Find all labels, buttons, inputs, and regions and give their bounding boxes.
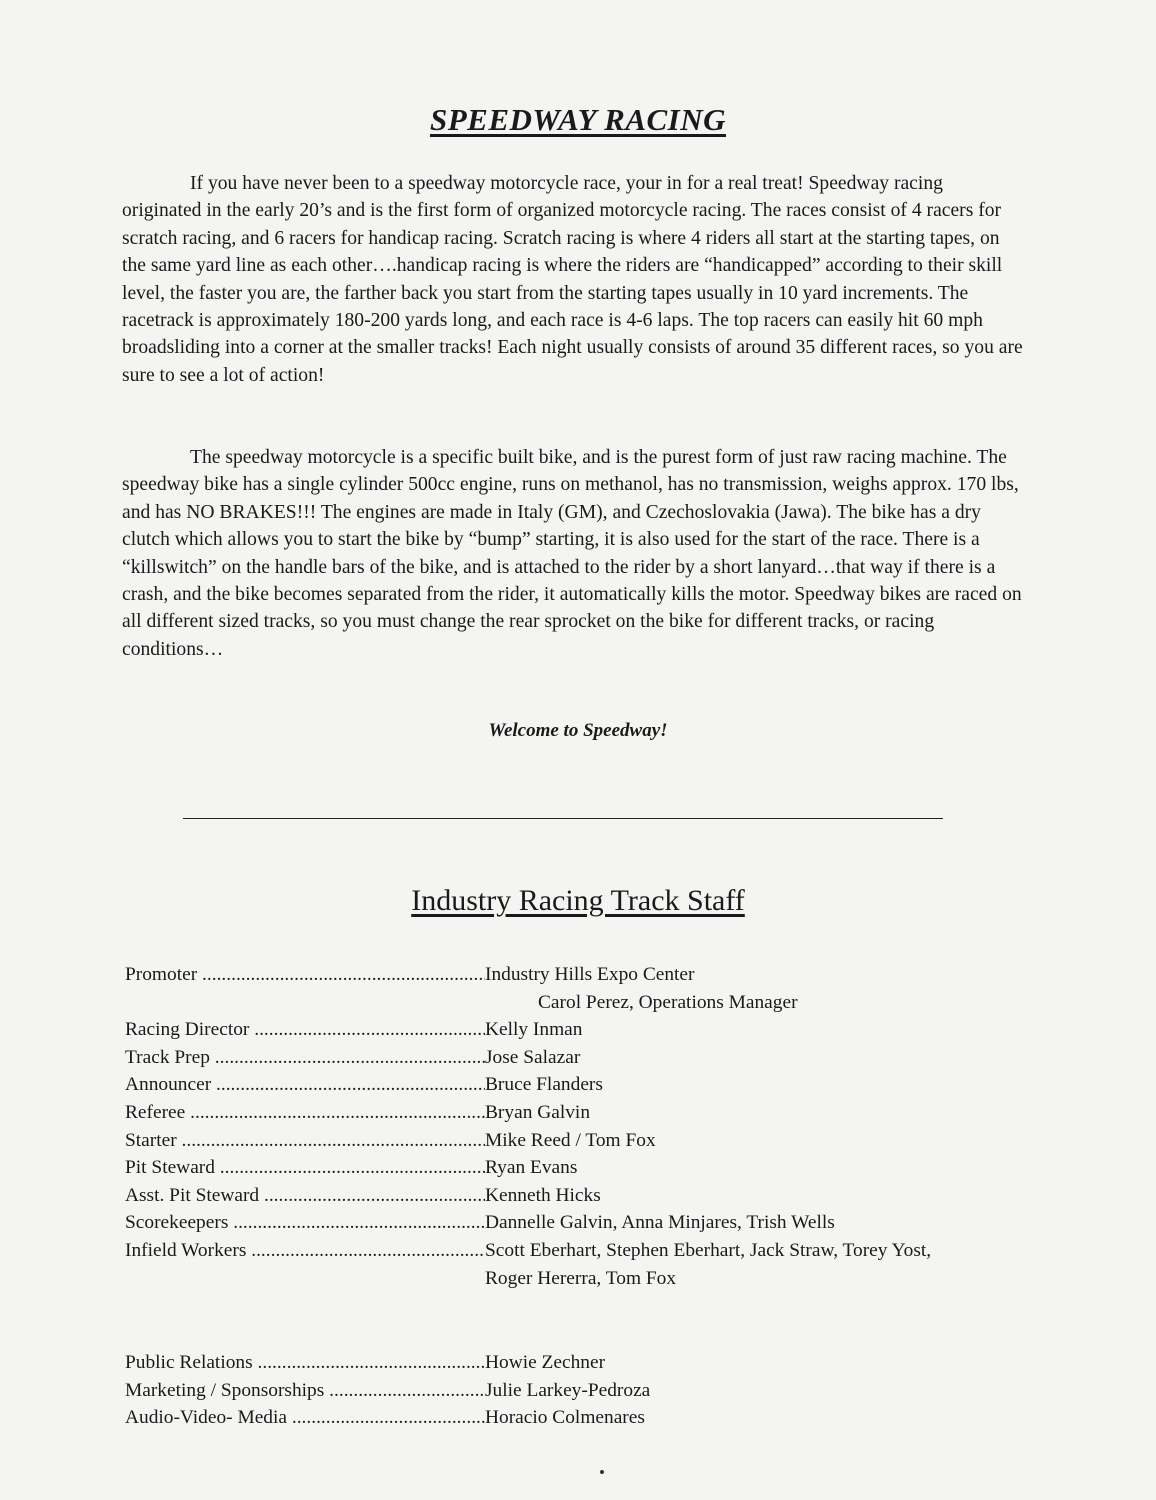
staff-list [125,961,1045,1432]
staff-row-promoter [125,961,1045,989]
staff-role: Audio-Video- Media ..... [125,1404,485,1432]
article-title: SPEEDWAY RACING [429,102,727,137]
bike-paragraph [122,444,1027,663]
staff-row-pit-steward [125,1154,1045,1182]
staff-title: Industry Racing Track Staff [411,884,745,917]
staff-role: Scorekeepers ..... [125,1209,485,1237]
staff-row-public-relations [125,1349,1045,1377]
intro-paragraph [122,170,1027,389]
staff-row-scorekeepers [125,1209,1045,1237]
staff-name: Horacio Colmenares [485,1407,645,1429]
page-mark [600,1470,604,1474]
staff-row-asst-pit-steward [125,1182,1045,1210]
staff-role: Pit Steward ..... [125,1154,485,1182]
staff-role: Asst. Pit Steward ..... [125,1182,485,1210]
staff-role: Starter ..... [125,1127,485,1155]
staff-role: Public Relations ..... [125,1349,485,1377]
staff-name: Ryan Evans [485,1157,578,1179]
staff-row-infield-workers [125,1237,1045,1265]
staff-role: Track Prep ..... [125,1044,485,1072]
staff-name: Dannelle Galvin, Anna Minjares, Trish Wells [485,1212,835,1234]
staff-role: Infield Workers ..... [125,1237,485,1265]
staff-name: Kenneth Hicks [485,1184,601,1206]
staff-row-racing-director [125,1016,1045,1044]
staff-name: Mike Reed / Tom Fox [485,1129,656,1151]
staff-name: Julie Larkey-Pedroza [485,1379,651,1401]
spacer [125,1292,1045,1349]
welcome-message: Welcome to Speedway! [488,720,668,741]
staff-role: Promoter ..... [125,961,485,989]
staff-name: Bryan Galvin [485,1101,591,1123]
staff-row-starter [125,1127,1045,1155]
staff-row-track-prep [125,1044,1045,1072]
staff-name: Howie Zechner [485,1352,606,1374]
staff-row-referee [125,1099,1045,1127]
staff-row-marketing [125,1377,1045,1405]
staff-role: Marketing / Sponsorships ..... [125,1377,485,1405]
staff-name: Scott Eberhart, Stephen Eberhart, Jack Straw, Torey Yost, [485,1239,932,1261]
staff-name: Jose Salazar [485,1046,581,1068]
intro-paragraph-text: If you have never been to a speedway motorcycle race, your in for a real treat! Speedway racing originated in the early 20’s and is the first form of organized motorcycle racing. The races consist of 4 racers for scratch racing, and 6 racers for handicap racing. Scratch racing is where 4 riders all start at the starting tapes, on the same yard line as each other….handicap racing is where the riders are “handicapped” according to their skill level, the faster you are, the farther back you start from the starting tapes usually in 10 yard increments. The racetrack is approximately 180-200 yards long, and each race is 4-6 laps. The top racers can easily hit 60 mph broadsliding into a corner at the smaller tracks! Each night usually consists of around 35 different races, so you are sure to see a lot of action! [122,173,1023,386]
staff-name: Industry Hills Expo Center [485,964,695,985]
staff-role: Announcer ..... [125,1071,485,1099]
staff-row-announcer [125,1071,1045,1099]
staff-name: Kelly Inman [485,1019,583,1041]
staff-name: Bruce Flanders [485,1074,603,1096]
staff-row-media [125,1404,1045,1432]
bike-paragraph-text: The speedway motorcycle is a specific built bike, and is the purest form of just raw racing machine. The speedway bike has a single cylinder 500cc engine, runs on methanol, has no transmission, weighs approx. 170 lbs, and has NO BRAKES!!! The engines are made in Italy (GM), and Czechoslovakia (Jawa). The bike has a dry clutch which allows you to start the bike by “bump” starting, it is also used for the start of the race. There is a “killswitch” on the handle bars of the bike, and is attached to the rider by a short lanyard…that way if there is a crash, and the bike becomes separated from the rider, it automatically kills the motor. Speedway bikes are raced on all different sized tracks, so you must change the rear sprocket on the bike for different tracks, or racing conditions… [122,447,1022,660]
staff-role: Racing Director ..... [125,1016,485,1044]
section-divider [183,818,943,819]
staff-role: Referee ..... [125,1099,485,1127]
staff-name-continuation: Roger Hererra, Tom Fox [485,1267,677,1289]
staff-name-continuation: Carol Perez, Operations Manager [538,991,798,1013]
